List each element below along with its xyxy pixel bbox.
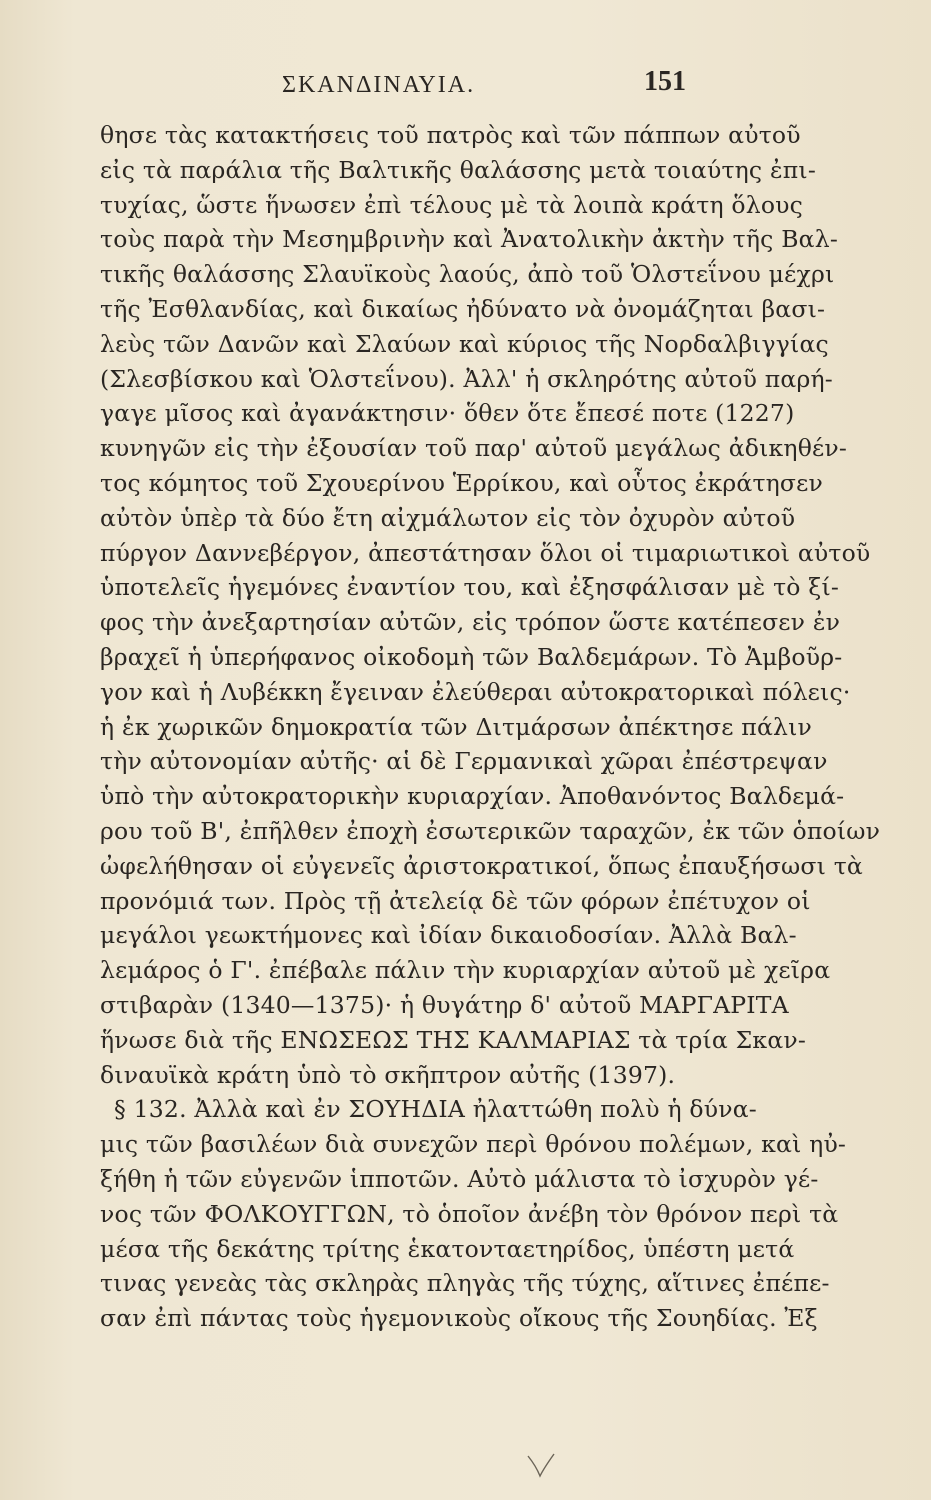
text-line: κυνηγῶν εἰς τὴν ἐξουσίαν τοῦ παρ' αὐτοῦ μεγάλως ἀδικηθέν- <box>100 434 848 463</box>
text-line: γον καὶ ἡ Λυβέκκη ἔγειναν ἐλεύθεραι αὐτοκρατορικαὶ πόλεις· <box>100 677 851 706</box>
text-line: νος τῶν ΦΟΛΚΟΥΓΓΩΝ, τὸ ὁποῖον ἀνέβη τὸν θρόνον περὶ τὰ <box>100 1199 839 1228</box>
text-line: ὑποτελεῖς ἡγεμόνες ἐναντίον του, καὶ ἐξησφάλισαν μὲ τὸ ξί- <box>100 573 840 602</box>
text-line: λεμάρος ὁ Γ'. ἐπέβαλε πάλιν τὴν κυριαρχίαν αὐτοῦ μὲ χεῖρα <box>100 956 831 985</box>
text-line: φος τὴν ἀνεξαρτησίαν αὐτῶν, εἰς τρόπον ὥστε κατέπεσεν ἐν <box>100 608 841 637</box>
text-line: ρου τοῦ Β', ἐπῆλθεν ἐποχὴ ἐσωτερικῶν ταραχῶν, ἐκ τῶν ὁποίων <box>100 816 881 845</box>
text-line: εἰς τὰ παράλια τῆς Βαλτικῆς θαλάσσης μετὰ τοιαύτης ἐπι- <box>100 155 816 184</box>
pencil-mark-icon <box>520 1450 560 1480</box>
text-line: βραχεῖ ἡ ὑπερήφανος οἰκοδομὴ τῶν Βαλδεμάρων. Τὸ Ἀμβοῦρ- <box>100 642 843 671</box>
text-line: μεγάλοι γεωκτήμονες καὶ ἰδίαν δικαιοδοσίαν. Ἀλλὰ Βαλ- <box>100 921 797 950</box>
text-line: μέσα τῆς δεκάτης τρίτης ἑκατονταετηρίδος, ὑπέστη μετά <box>100 1234 795 1263</box>
text-line: τυχίας, ὥστε ἥνωσεν ἐπὶ τέλους μὲ τὰ λοιπὰ κράτη ὅλους <box>100 190 804 219</box>
text-line: ὑπὸ τὴν αὐτοκρατορικὴν κυριαρχίαν. Ἀποθανόντος Βαλδεμά- <box>100 782 845 811</box>
text-line: τοὺς παρὰ τὴν Μεσημβρινὴν καὶ Ἀνατολικὴν ἀκτὴν τῆς Βαλ- <box>100 225 838 254</box>
body-text <box>100 118 881 1336</box>
text-line: θησε τὰς κατακτήσεις τοῦ πατρὸς καὶ τῶν πάππων αὐτοῦ <box>100 121 801 149</box>
text-line: ὠφελήθησαν οἱ εὐγενεῖς ἀριστοκρατικοί, ὅπως ἐπαυξήσωσι τὰ <box>100 851 863 880</box>
text-line: διναυϊκὰ κράτη ὑπὸ τὸ σκῆπτρον αὐτῆς (1397). <box>100 1060 676 1089</box>
text-line: τῆς Ἐσθλανδίας, καὶ δικαίως ἠδύνατο νὰ ὀνομάζηται βασι- <box>100 294 826 323</box>
text-line: τικῆς θαλάσσης Σλαυϊκοὺς λαούς, ἀπὸ τοῦ Ὁλστεΐνου μέχρι <box>100 260 835 289</box>
text-line: γαγε μῖσος καὶ ἀγανάκτησιν· ὅθεν ὅτε ἔπεσέ ποτε (1227) <box>100 399 795 428</box>
text-line: τος κόμητος τοῦ Σχουερίνου Ἑρρίκου, καὶ οὗτος ἐκράτησεν <box>100 468 824 497</box>
text-line: λεὺς τῶν Δανῶν καὶ Σλαύων καὶ κύριος τῆς Νορδαλβιγγίας <box>100 329 829 358</box>
text-line: ἡ ἐκ χωρικῶν δημοκρατία τῶν Διτμάρσων ἀπέκτησε πάλιν <box>100 712 813 741</box>
text-line: σαν ἐπὶ πάντας τοὺς ἡγεμονικοὺς οἴκους τῆς Σουηδίας. Ἐξ <box>100 1304 818 1333</box>
text-line: πύργον Δαννεβέργον, ἀπεστάτησαν ὅλοι οἱ τιμαριωτικοὶ αὐτοῦ <box>100 538 871 567</box>
page-header <box>0 62 931 102</box>
text-line: τὴν αὐτονομίαν αὐτῆς· αἱ δὲ Γερμανικαὶ χῶραι ἐπέστρεψαν <box>100 747 828 776</box>
text-line: ξήθη ἡ τῶν εὐγενῶν ἱπποτῶν. Αὐτὸ μάλιστα τὸ ἰσχυρὸν γέ- <box>100 1164 819 1193</box>
text-line: αὐτὸν ὑπὲρ τὰ δύο ἔτη αἰχμάλωτον εἰς τὸν ὀχυρὸν αὐτοῦ <box>100 503 796 532</box>
text-line: μις τῶν βασιλέων διὰ συνεχῶν περὶ θρόνου πολέμων, καὶ ηὐ- <box>100 1130 847 1159</box>
text-line: στιβαρὰν (1340—1375)· ἡ θυγάτηρ δ' αὐτοῦ ΜΑΡΓΑΡΙΤΑ <box>100 990 789 1019</box>
text-line: τινας γενεὰς τὰς σκληρὰς πληγὰς τῆς τύχης, αἵτινες ἐπέπε- <box>100 1269 830 1298</box>
text-line: (Σλεσβίσκου καὶ Ὁλστεΐνου). Ἀλλ' ἡ σκληρότης αὐτοῦ παρή- <box>100 364 833 393</box>
text-line: § 132. Ἀλλὰ καὶ ἐν ΣΟΥΗΔΙΑ ἠλαττώθη πολὺ ἡ δύνα- <box>114 1095 757 1124</box>
running-head: ΣΚΑΝΔΙΝΑΥΙΑ. <box>282 72 476 98</box>
text-line: προνόμιά των. Πρὸς τῇ ἀτελείᾳ δὲ τῶν φόρων ἐπέτυχον οἱ <box>100 886 811 915</box>
text-line: ἥνωσε διὰ τῆς ΕΝΩΣΕΩΣ ΤΗΣ ΚΑΛΜΑΡΙΑΣ τὰ τρία Σκαν- <box>100 1025 807 1054</box>
page-number: 151 <box>644 66 686 97</box>
